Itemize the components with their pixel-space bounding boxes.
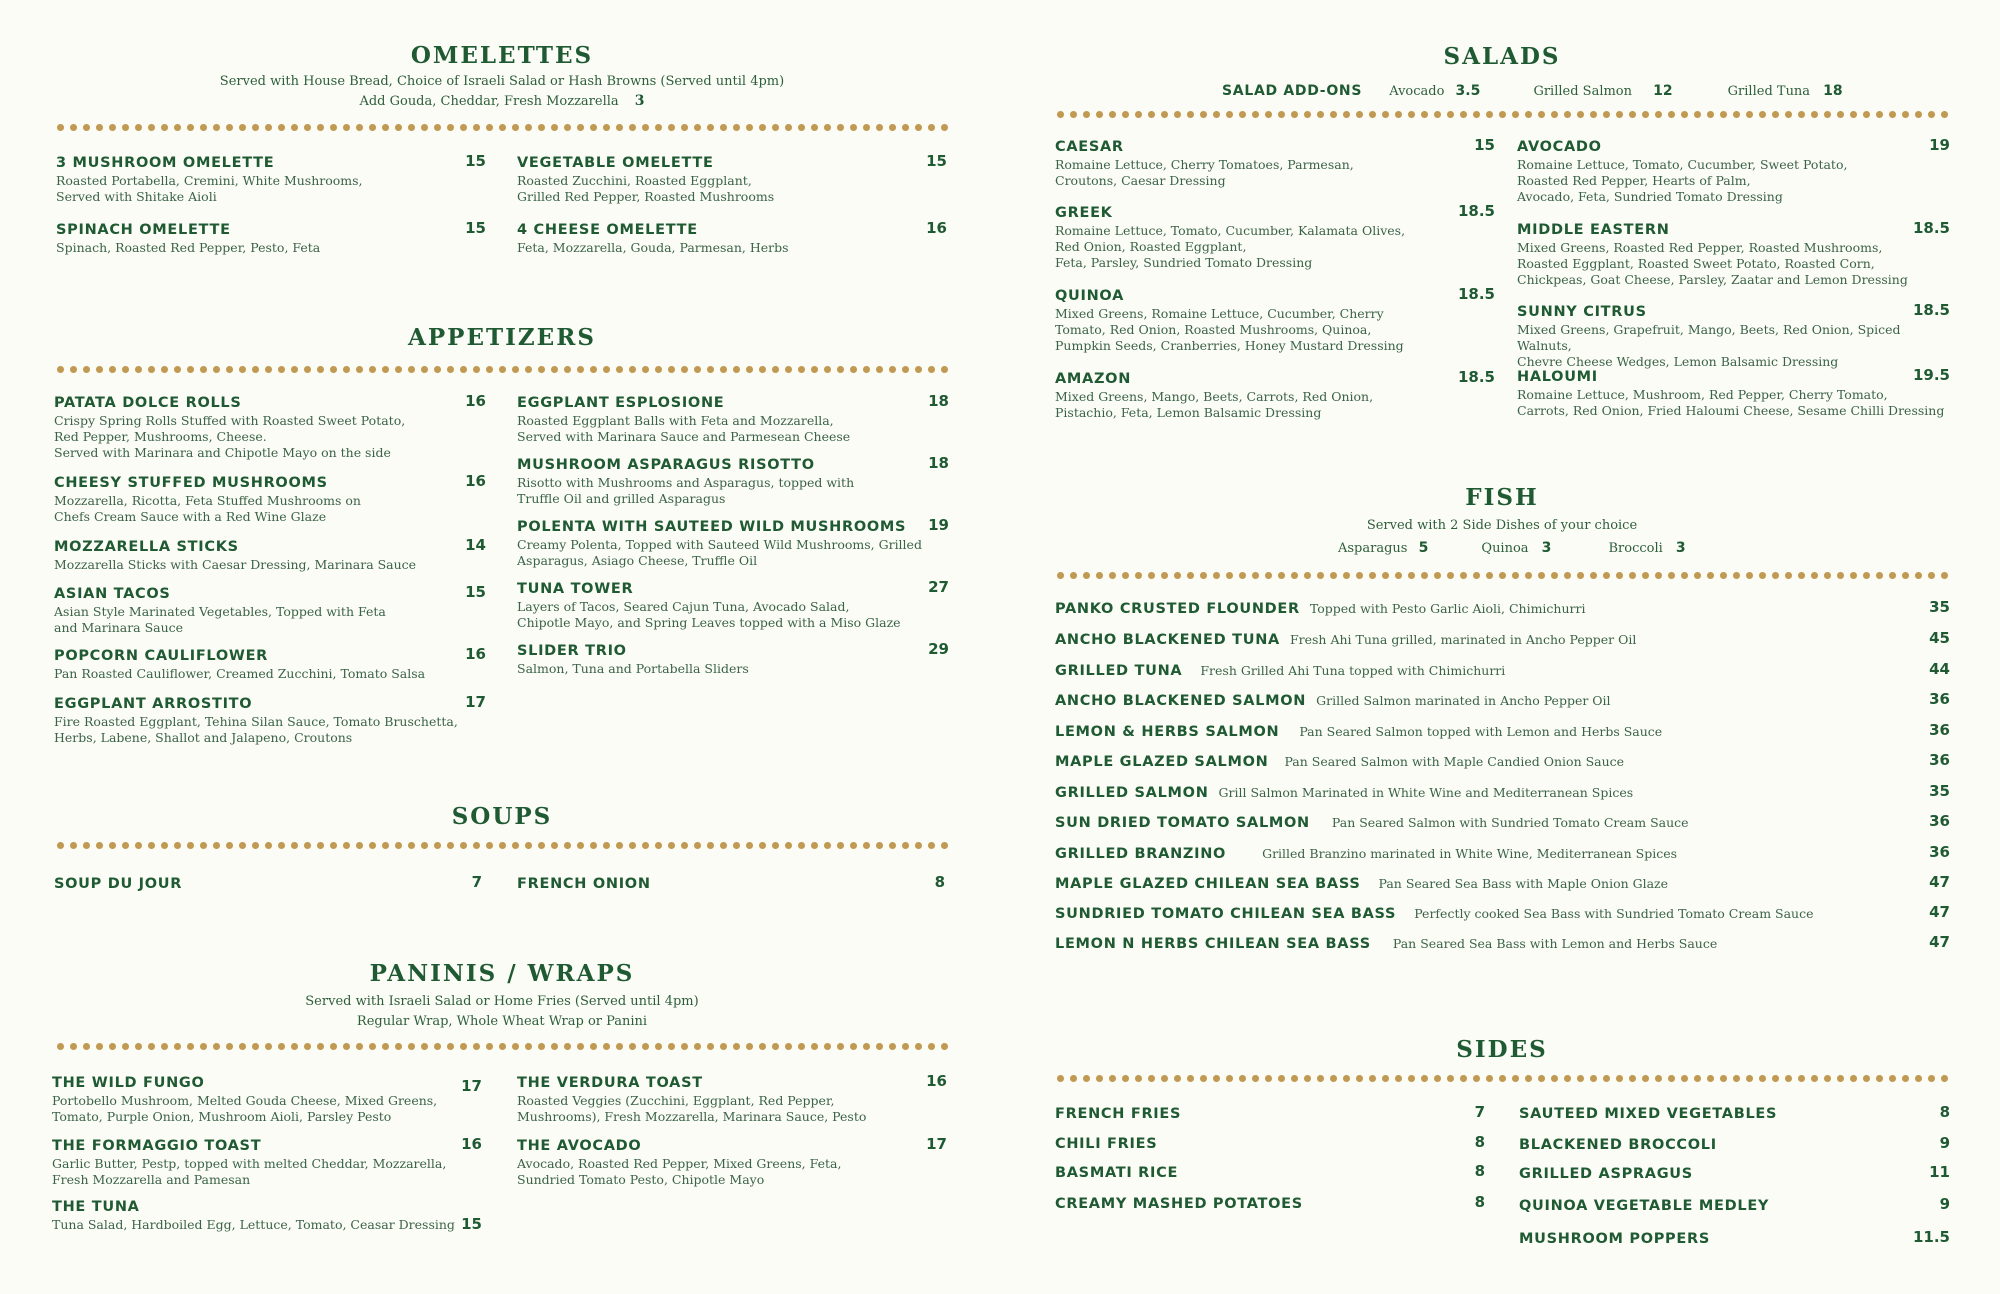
item-price: 16 — [465, 645, 486, 663]
item-name: GREEK — [1055, 205, 1113, 221]
item-name: MAPLE GLAZED CHILEAN SEA BASS — [1055, 876, 1361, 892]
item-name: BLACKENED BROCCOLI — [1519, 1137, 1717, 1153]
fish-item — [1055, 933, 1950, 953]
item-name: SUNNY CITRUS — [1517, 304, 1647, 320]
item-description: Pan Seared Salmon with Sundried Tomato Cream Sauce — [1331, 815, 1689, 830]
item-description: Grilled Branzino marinated in White Wine, Mediterranean Spices — [1262, 846, 1678, 861]
extra-price: 3 — [1541, 540, 1552, 556]
item-price: 11.5 — [1912, 1228, 1950, 1246]
side-item — [1055, 1162, 1485, 1181]
menu-item — [517, 578, 949, 631]
side-item — [1055, 1103, 1485, 1122]
item-name: ASIAN TACOS — [54, 586, 171, 602]
menu-item — [54, 536, 486, 573]
item-price: 8 — [1474, 1162, 1485, 1180]
menu-item — [52, 1072, 482, 1125]
salads-title: SALADS — [1443, 43, 1561, 70]
item-price: 16 — [465, 392, 486, 410]
item-name: EGGPLANT ARROSTITO — [54, 696, 253, 712]
item-price: 16 — [461, 1135, 482, 1153]
item-price: 35 — [1929, 782, 1950, 800]
menu-item — [54, 693, 486, 746]
item-price: 18.5 — [1457, 285, 1495, 303]
sides-title: SIDES — [1456, 1036, 1548, 1063]
item-price: 14 — [465, 536, 486, 554]
item-price: 45 — [1929, 629, 1950, 647]
item-name: EGGPLANT ESPLOSIONE — [517, 395, 725, 411]
fish-item — [1055, 660, 1950, 680]
item-name: CAESAR — [1055, 139, 1124, 155]
item-name: CREAMY MASHED POTATOES — [1055, 1196, 1303, 1212]
item-description: Pan Seared Sea Bass with Lemon and Herbs Sauce — [1392, 936, 1718, 951]
salad-addons-label: SALAD ADD-ONS — [1222, 83, 1363, 99]
divider-dots — [1054, 110, 1950, 119]
addon-price: 12 — [1653, 83, 1673, 99]
item-price: 36 — [1929, 690, 1950, 708]
item-name: SOUP DU JOUR — [54, 876, 183, 892]
item-price: 18 — [928, 392, 949, 410]
item-description: Roasted Veggies (Zucchini, Eggplant, Red Pepper, Mushrooms), Fresh Mozzarella, Marinara Sauce, Pesto — [517, 1093, 867, 1124]
item-price: 18.5 — [1912, 301, 1950, 319]
item-price: 36 — [1929, 751, 1950, 769]
item-name: CHILI FRIES — [1055, 1136, 1158, 1152]
side-item — [1519, 1163, 1950, 1182]
item-description: Portobello Mushroom, Melted Gouda Cheese, Mixed Greens, Tomato, Purple Onion, Mushroom Aioli, Parsley Pesto — [52, 1093, 438, 1124]
item-price: 9 — [1939, 1134, 1950, 1152]
item-description: Roasted Portabella, Cremini, White Mushrooms, Served with Shitake Aioli — [56, 173, 363, 204]
menu-item — [517, 219, 947, 256]
menu-item — [54, 472, 486, 525]
omelettes-note: Served with House Bread, Choice of Israeli Salad or Hash Browns (Served until 4pm) — [219, 74, 785, 89]
item-description: Fresh Ahi Tuna grilled, marinated in Ancho Pepper Oil — [1289, 632, 1637, 647]
item-description: Crispy Spring Rolls Stuffed with Roasted Sweet Potato, Red Pepper, Mushrooms, Cheese. Served with Marinara and Chipotle Mayo on the side — [54, 413, 406, 460]
menu-item — [517, 454, 949, 507]
menu-item — [517, 640, 949, 677]
item-name: THE FORMAGGIO TOAST — [52, 1138, 262, 1154]
paninis-note-2: Regular Wrap, Whole Wheat Wrap or Panini — [356, 1014, 648, 1029]
item-name: HALOUMI — [1517, 369, 1598, 385]
item-price: 7 — [1474, 1103, 1485, 1121]
extra-name: Asparagus — [1338, 541, 1408, 556]
item-price: 17 — [926, 1135, 947, 1153]
item-price: 18.5 — [1457, 368, 1495, 386]
item-description: Mozzarella, Ricotta, Feta Stuffed Mushrooms on Chefs Cream Sauce with a Red Wine Glaze — [54, 493, 361, 524]
item-price: 36 — [1929, 812, 1950, 830]
item-description: Romaine Lettuce, Tomato, Cucumber, Sweet Potato, Roasted Red Pepper, Hearts of Palm, Avocado, Feta, Sundried Tomato Dressing — [1517, 157, 1848, 204]
item-name: THE WILD FUNGO — [52, 1075, 205, 1091]
item-price: 15 — [1474, 136, 1495, 154]
menu-item — [1517, 219, 1950, 288]
item-price: 8 — [1474, 1133, 1485, 1151]
item-name: AVOCADO — [1517, 139, 1602, 155]
menu-item — [517, 873, 945, 892]
fish-item — [1055, 598, 1950, 618]
item-price: 9 — [1939, 1195, 1950, 1213]
fish-item — [1055, 782, 1950, 802]
side-item — [1519, 1228, 1950, 1247]
item-price: 44 — [1929, 660, 1950, 678]
item-price: 47 — [1929, 873, 1950, 891]
item-description: Tuna Salad, Hardboiled Egg, Lettuce, Tomato, Ceasar Dressing — [52, 1217, 455, 1232]
extra-name: Quinoa — [1481, 541, 1529, 556]
paninis-title: PANINIS / WRAPS — [369, 960, 635, 987]
item-name: CHEESY STUFFED MUSHROOMS — [54, 475, 328, 491]
divider-dots — [54, 123, 950, 132]
omelettes-addon-note — [52, 93, 952, 109]
item-name: PANKO CRUSTED FLOUNDER — [1055, 601, 1300, 617]
menu-item — [54, 392, 486, 461]
item-name: LEMON N HERBS CHILEAN SEA BASS — [1055, 936, 1371, 952]
item-price: 8 — [1939, 1103, 1950, 1121]
item-description: Pan Seared Salmon topped with Lemon and Herbs Sauce — [1299, 724, 1663, 739]
item-description: Grilled Salmon marinated in Ancho Pepper Oil — [1316, 693, 1611, 708]
item-description: Creamy Polenta, Topped with Sauteed Wild Mushrooms, Grilled Asparagus, Asiago Cheese, Truffle Oil — [517, 537, 922, 568]
item-description: Fresh Grilled Ahi Tuna topped with Chimichurri — [1200, 663, 1506, 678]
menu-item — [1055, 368, 1495, 421]
item-description: Feta, Mozzarella, Gouda, Parmesan, Herbs — [517, 240, 789, 255]
menu-item — [56, 152, 486, 205]
fish-item — [1055, 873, 1950, 893]
item-name: FRENCH ONION — [517, 876, 651, 892]
fish-extras — [1338, 537, 1686, 556]
side-item — [1055, 1133, 1485, 1152]
item-name: POLENTA WITH SAUTEED WILD MUSHROOMS — [517, 519, 907, 535]
item-price: 27 — [928, 578, 949, 596]
item-name: AMAZON — [1055, 371, 1132, 387]
item-price: 16 — [926, 1072, 947, 1090]
salad-addons — [1222, 80, 1843, 99]
item-price: 16 — [465, 472, 486, 490]
side-item — [1519, 1103, 1950, 1122]
menu-item — [1517, 136, 1950, 205]
item-description: Spinach, Roasted Red Pepper, Pesto, Feta — [56, 240, 321, 255]
item-name: SLIDER TRIO — [517, 643, 627, 659]
item-name: THE AVOCADO — [517, 1138, 642, 1154]
menu-item — [54, 873, 482, 892]
paninis-note: Served with Israeli Salad or Home Fries (Served until 4pm) — [305, 994, 699, 1009]
item-price: 15 — [461, 1215, 482, 1233]
item-name: SUN DRIED TOMATO SALMON — [1055, 815, 1310, 831]
item-description: Mixed Greens, Romaine Lettuce, Cucumber, Cherry Tomato, Red Onion, Roasted Mushrooms, Quinoa, Pumpkin Seeds, Cranberries, Honey Mustard Dressing — [1055, 306, 1404, 353]
fish-item — [1055, 812, 1950, 832]
item-description: Roasted Eggplant Balls with Feta and Mozzarella, Served with Marinara Sauce and Parmesean Cheese — [517, 413, 851, 444]
item-price: 47 — [1929, 933, 1950, 951]
fish-item — [1055, 903, 1950, 923]
soups-title: SOUPS — [451, 803, 553, 830]
menu-item — [517, 152, 947, 205]
item-name: MAPLE GLAZED SALMON — [1055, 754, 1269, 770]
item-name: GRILLED SALMON — [1055, 785, 1209, 801]
fish-title: FISH — [1465, 484, 1539, 511]
item-description: Fire Roasted Eggplant, Tehina Silan Sauce, Tomato Bruschetta, Herbs, Labene, Shallot and Jalapeno, Croutons — [54, 714, 458, 745]
extra-name: Broccoli — [1608, 541, 1663, 556]
item-price: 19 — [928, 516, 949, 534]
item-price: 15 — [926, 152, 947, 170]
item-price: 19.5 — [1912, 366, 1950, 384]
item-name: POPCORN CAULIFLOWER — [54, 648, 269, 664]
fish-note: Served with 2 Side Dishes of your choice — [1366, 518, 1638, 533]
item-price: 7 — [471, 873, 482, 891]
item-description: Roasted Zucchini, Roasted Eggplant, Grilled Red Pepper, Roasted Mushrooms — [517, 173, 775, 204]
item-name: 3 MUSHROOM OMELETTE — [56, 155, 275, 171]
item-name: GRILLED TUNA — [1055, 663, 1183, 679]
side-item — [1055, 1193, 1485, 1212]
item-description: Garlic Butter, Pestp, topped with melted Cheddar, Mozzarella, Fresh Mozzarella and Pamesan — [52, 1156, 447, 1187]
item-description: Pan Seared Sea Bass with Maple Onion Glaze — [1378, 876, 1669, 891]
item-description: Mozzarella Sticks with Caesar Dressing, Marinara Sauce — [54, 557, 417, 572]
fish-item — [1055, 629, 1950, 649]
item-name: PATATA DOLCE ROLLS — [54, 395, 242, 411]
divider-dots — [1054, 1074, 1950, 1083]
menu-item — [54, 583, 486, 636]
menu-item — [54, 645, 486, 682]
side-item — [1519, 1134, 1950, 1153]
item-price: 11 — [1929, 1163, 1950, 1181]
addon-name: Avocado — [1389, 84, 1445, 99]
item-description: Pan Seared Salmon with Maple Candied Onion Sauce — [1284, 754, 1625, 769]
item-name: TUNA TOWER — [517, 581, 634, 597]
divider-dots — [1054, 571, 1950, 580]
item-name: ANCHO BLACKENED SALMON — [1055, 693, 1307, 709]
menu-item — [517, 516, 949, 569]
divider-dots — [54, 365, 950, 374]
item-price: 18.5 — [1457, 202, 1495, 220]
omelettes-addon-price: 3 — [634, 93, 645, 109]
addon-name: Grilled Salmon — [1533, 84, 1632, 99]
item-name: GRILLED ASPRAGUS — [1519, 1166, 1693, 1182]
item-name: MIDDLE EASTERN — [1517, 222, 1670, 238]
item-name: LEMON & HERBS SALMON — [1055, 724, 1280, 740]
item-name: SUNDRIED TOMATO CHILEAN SEA BASS — [1055, 906, 1397, 922]
item-price: 8 — [1474, 1193, 1485, 1211]
item-name: MOZZARELLA STICKS — [54, 539, 239, 555]
menu-item — [1055, 136, 1495, 189]
menu-item — [52, 1135, 482, 1188]
menu-item — [517, 1135, 947, 1188]
item-name: FRENCH FRIES — [1055, 1106, 1182, 1122]
item-description: Asian Style Marinated Vegetables, Topped with Feta and Marinara Sauce — [54, 604, 386, 635]
extra-price: 5 — [1418, 540, 1429, 556]
item-price: 15 — [465, 219, 486, 237]
item-description: Layers of Tacos, Seared Cajun Tuna, Avocado Salad, Chipotle Mayo, and Spring Leaves topped with a Miso Glaze — [517, 599, 901, 630]
item-name: THE TUNA — [52, 1199, 140, 1215]
item-description: Romaine Lettuce, Mushroom, Red Pepper, Cherry Tomato, Carrots, Red Onion, Fried Haloumi Cheese, Sesame Chilli Dressing — [1517, 387, 1945, 418]
item-price: 18 — [928, 454, 949, 472]
item-description: Mixed Greens, Roasted Red Pepper, Roasted Mushrooms, Roasted Eggplant, Roasted Sweet Potato, Roasted Corn, Chickpeas, Goat Cheese, Parsley, Zaatar and Lemon Dressing — [1517, 240, 1908, 287]
menu-item — [56, 219, 486, 256]
item-name: MUSHROOM ASPARAGUS RISOTTO — [517, 457, 815, 473]
item-description: Avocado, Roasted Red Pepper, Mixed Greens, Feta, Sundried Tomato Pesto, Chipotle Mayo — [517, 1156, 842, 1187]
item-description: Risotto with Mushrooms and Asparagus, topped with Truffle Oil and grilled Asparagus — [517, 475, 855, 506]
fish-item — [1055, 690, 1950, 710]
menu-item — [1517, 366, 1950, 419]
item-description: Mixed Greens, Mango, Beets, Carrots, Red Onion, Pistachio, Feta, Lemon Balsamic Dressing — [1055, 389, 1374, 420]
item-description: Mixed Greens, Grapefruit, Mango, Beets, Red Onion, Spiced Walnuts, Chevre Cheese Wedges, Lemon Balsamic Dressing — [1517, 322, 1901, 369]
item-price: 36 — [1929, 843, 1950, 861]
item-name: QUINOA VEGETABLE MEDLEY — [1519, 1198, 1770, 1214]
item-price: 17 — [461, 1077, 482, 1095]
fish-item — [1055, 843, 1950, 863]
item-description: Topped with Pesto Garlic Aioli, Chimichurri — [1309, 601, 1586, 616]
item-description: Romaine Lettuce, Tomato, Cucumber, Kalamata Olives, Red Onion, Roasted Eggplant, Feta, Parsley, Sundried Tomato Dressing — [1055, 223, 1406, 270]
item-price: 47 — [1929, 903, 1950, 921]
menu-item — [1517, 301, 1950, 370]
extra-price: 3 — [1675, 540, 1686, 556]
item-name: 4 CHEESE OMELETTE — [517, 222, 698, 238]
divider-dots — [54, 841, 950, 850]
item-price: 36 — [1929, 721, 1950, 739]
appetizers-title: APPETIZERS — [408, 324, 596, 351]
fish-item — [1055, 751, 1950, 771]
side-item — [1519, 1195, 1950, 1214]
item-name: SAUTEED MIXED VEGETABLES — [1519, 1106, 1778, 1122]
addon-price: 18 — [1823, 83, 1843, 99]
item-price: 8 — [934, 873, 945, 891]
item-description: Romaine Lettuce, Cherry Tomatoes, Parmesan, Croutons, Caesar Dressing — [1055, 157, 1354, 188]
item-price: 16 — [926, 219, 947, 237]
addon-price: 3.5 — [1455, 83, 1481, 99]
menu-item — [1055, 202, 1495, 271]
item-name: ANCHO BLACKENED TUNA — [1055, 632, 1280, 648]
item-price: 17 — [465, 693, 486, 711]
menu-item — [517, 1072, 947, 1125]
menu-item — [1055, 285, 1495, 354]
menu-item — [52, 1196, 482, 1233]
item-name: QUINOA — [1055, 288, 1124, 304]
item-name: GRILLED BRANZINO — [1055, 846, 1227, 862]
item-price: 35 — [1929, 598, 1950, 616]
item-name: THE VERDURA TOAST — [517, 1075, 703, 1091]
divider-dots — [54, 1042, 950, 1051]
item-description: Pan Roasted Cauliflower, Creamed Zucchini, Tomato Salsa — [54, 666, 426, 681]
item-name: MUSHROOM POPPERS — [1519, 1231, 1710, 1247]
item-price: 18.5 — [1912, 219, 1950, 237]
item-name: BASMATI RICE — [1055, 1165, 1179, 1181]
fish-item — [1055, 721, 1950, 741]
item-price: 19 — [1929, 136, 1950, 154]
addon-name: Grilled Tuna — [1727, 84, 1811, 99]
item-price: 15 — [465, 152, 486, 170]
item-name: SPINACH OMELETTE — [56, 222, 231, 238]
item-price: 15 — [465, 583, 486, 601]
menu-item — [517, 392, 949, 445]
omelettes-title: OMELETTES — [410, 42, 594, 69]
omelettes-addon-text: Add Gouda, Cheddar, Fresh Mozzarella — [359, 94, 619, 109]
item-price: 29 — [928, 640, 949, 658]
item-description: Grill Salmon Marinated in White Wine and Mediterranean Spices — [1218, 785, 1634, 800]
item-description: Perfectly cooked Sea Bass with Sundried Tomato Cream Sauce — [1414, 906, 1814, 921]
item-description: Salmon, Tuna and Portabella Sliders — [517, 661, 749, 676]
item-name: VEGETABLE OMELETTE — [517, 155, 714, 171]
